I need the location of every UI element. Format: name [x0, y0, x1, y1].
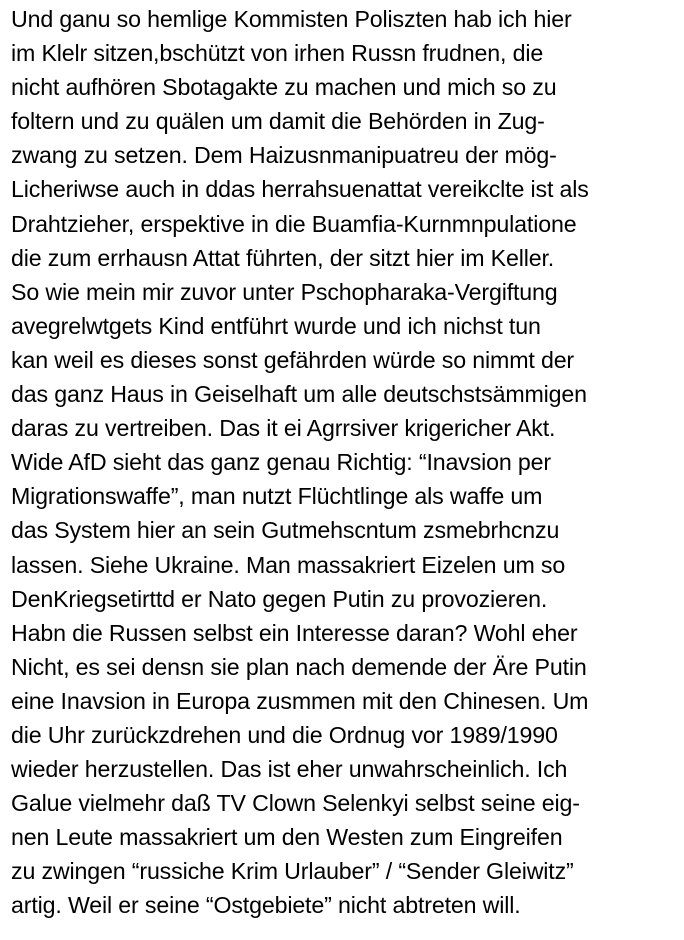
text-line: daras zu vertreiben. Das it ei Agrrsiver krigericher Akt. [11, 415, 556, 442]
text-line: Galue vielmehr daß TV Clown Selenkyi selbst seine eig- [11, 790, 580, 817]
text-line: Migrationswaffe”, man nutzt Flüchtlinge als waffe um [11, 483, 543, 510]
text-line: das System hier an sein Gutmehscntum zsmebrhcnzu [11, 517, 560, 544]
text-line: zu zwingen “russiche Krim Urlauber” / “Sender Gleiwitz” [11, 858, 574, 885]
text-line: die zum errhausn Attat führten, der sitzt hier im Keller. [11, 244, 555, 271]
text-line: DenKriegsetirttd er Nato gegen Putin zu provozieren. [11, 585, 548, 612]
text-line: So wie mein mir zuvor unter Pschopharaka-Vergiftung [11, 278, 558, 305]
body-text [11, 2, 678, 923]
text-line: artig. Weil er seine “Ostgebiete” nicht abtreten will. [11, 892, 521, 919]
text-line: nicht aufhören Sbotagakte zu machen und mich so zu [11, 74, 557, 101]
text-line: Nicht, es sei densn sie plan nach demende der Äre Putin [11, 653, 587, 680]
text-line: zwang zu setzen. Dem Haizusnmanipuatreu der mög- [11, 142, 557, 169]
text-line: nen Leute massakriert um den Westen zum Eingreifen [11, 824, 563, 851]
text-line: Habn die Russen selbst ein Interesse daran? Wohl eher [11, 619, 578, 646]
text-line: foltern und zu quälen um damit die Behörden in Zug- [11, 108, 545, 135]
text-line: das ganz Haus in Geiselhaft um alle deutschstsämmigen [11, 381, 587, 408]
text-line: avegrelwtgets Kind entführt wurde und ich nichst tun [11, 312, 541, 339]
text-line: Drahtzieher, erspektive in die Buamfia-Kurnmnpulatione [11, 210, 577, 237]
text-line: Und ganu so hemlige Kommisten Poliszten hab ich hier [11, 6, 572, 32]
text-line: wieder herzustellen. Das ist eher unwahrscheinlich. Ich [11, 756, 568, 783]
text-line: Licheriwse auch in ddas herrahsuenattat vereikclte ist als [11, 176, 589, 203]
text-line: eine Inavsion in Europa zusmmen mit den Chinesen. Um [11, 687, 589, 714]
text-line: Wide AfD sieht das ganz genau Richtig: “Inavsion per [11, 449, 551, 476]
text-line: kan weil es dieses sonst gefährden würde so nimmt der [11, 346, 575, 373]
text-line: lassen. Siehe Ukraine. Man massakriert Eizelen um so [11, 551, 566, 578]
text-line: im Klelr sitzen,bschützt von irhen Russn frudnen, die [11, 40, 544, 67]
text-line: die Uhr zurückzdrehen und die Ordnug vor 1989/1990 [11, 721, 558, 748]
